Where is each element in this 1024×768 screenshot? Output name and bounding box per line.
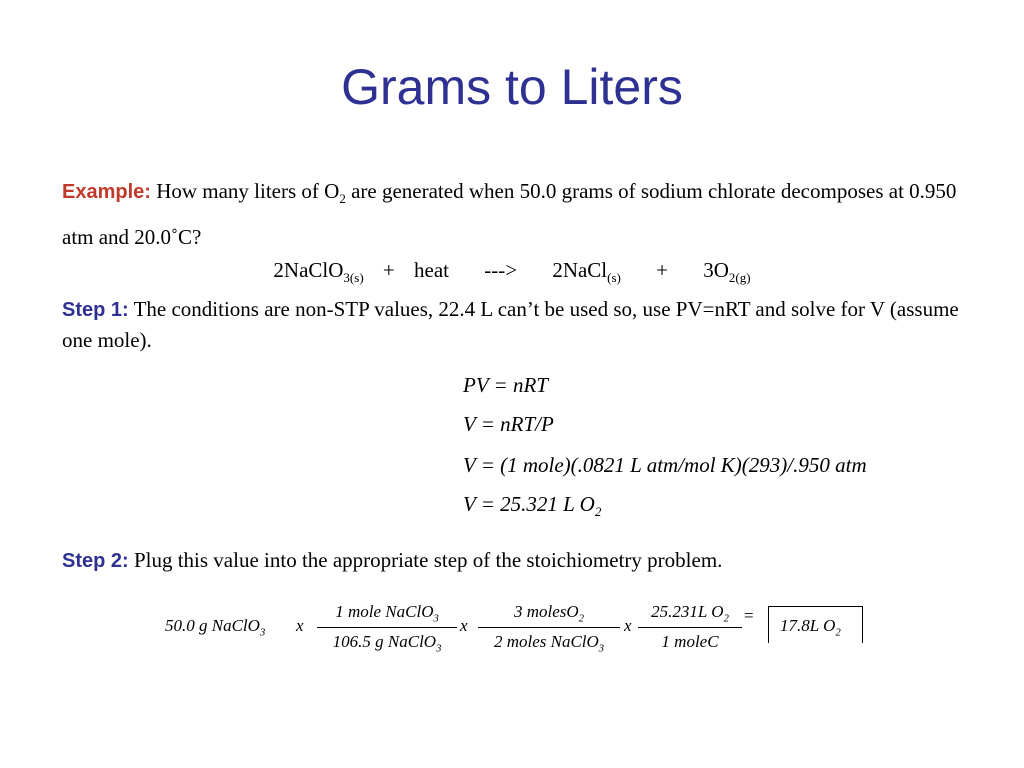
- calc-line-4: V = 25.321 L $O_2$: [463, 492, 602, 520]
- step2-text: Plug this value into the appropriate step of the stoichiometry problem.: [133, 548, 723, 572]
- step2-paragraph: [62, 543, 962, 578]
- times-sign-1: x: [296, 616, 304, 635]
- reaction-equation: [0, 258, 1024, 286]
- example-label: Example:: [62, 181, 151, 203]
- plus-sign-2: +: [656, 258, 668, 282]
- times-sign-3: x: [624, 616, 632, 635]
- equals-sign: =: [744, 606, 754, 625]
- reaction-arrow: --->: [484, 258, 518, 282]
- step1-paragraph: [62, 294, 962, 355]
- step1-label: Step 1:: [62, 299, 129, 321]
- step2-label: Step 2:: [62, 550, 129, 572]
- result-value: 17.8L $O_2$: [780, 616, 841, 639]
- example-paragraph: [62, 172, 962, 256]
- calc-line-2: V = nRT/P: [463, 412, 554, 436]
- example-text-a: How many liters of O: [156, 179, 340, 203]
- calc-line-1: PV = nRT: [463, 373, 548, 397]
- conversion-fraction-2: 3 molesO$_2$ 2 moles NaClO$_3$: [478, 602, 620, 655]
- example-subscript: 2: [339, 191, 346, 207]
- step1-text: The conditions are non-STP values, 22.4 L can’t be used so, use PV=nRT and solve for V (assume one mole).: [62, 297, 959, 352]
- plus-sign-1: +: [382, 258, 395, 282]
- conversion-fraction-1: 1 mole NaClO$_3$ 106.5 g NaClO$_3$: [317, 602, 457, 655]
- example-text-b: are generated when 50.0 grams of sodium chlorate decomposes at 0.950 atm and 20.0˚C?: [62, 179, 957, 250]
- calc-line-3: V = (1 mole)(.0821 L atm/mol K)(293)/.950 atm: [463, 453, 867, 477]
- starting-quantity: 50.0 g NaClO$_3$: [165, 616, 266, 639]
- stoichiometry-equation: [160, 598, 880, 658]
- times-sign-2: x: [460, 616, 468, 635]
- product-nacl: 2NaCl$_{(s)}$: [552, 258, 621, 286]
- product-o2: $3O_{2(g)}$: [703, 258, 751, 286]
- heat-label: heat: [414, 258, 449, 282]
- conversion-fraction-3: 25.231L $O_2$ 1 moleC: [638, 602, 742, 652]
- slide-title: Grams to Liters: [341, 59, 683, 115]
- reactant: 2NaClO$_{3(s)}$: [273, 258, 364, 286]
